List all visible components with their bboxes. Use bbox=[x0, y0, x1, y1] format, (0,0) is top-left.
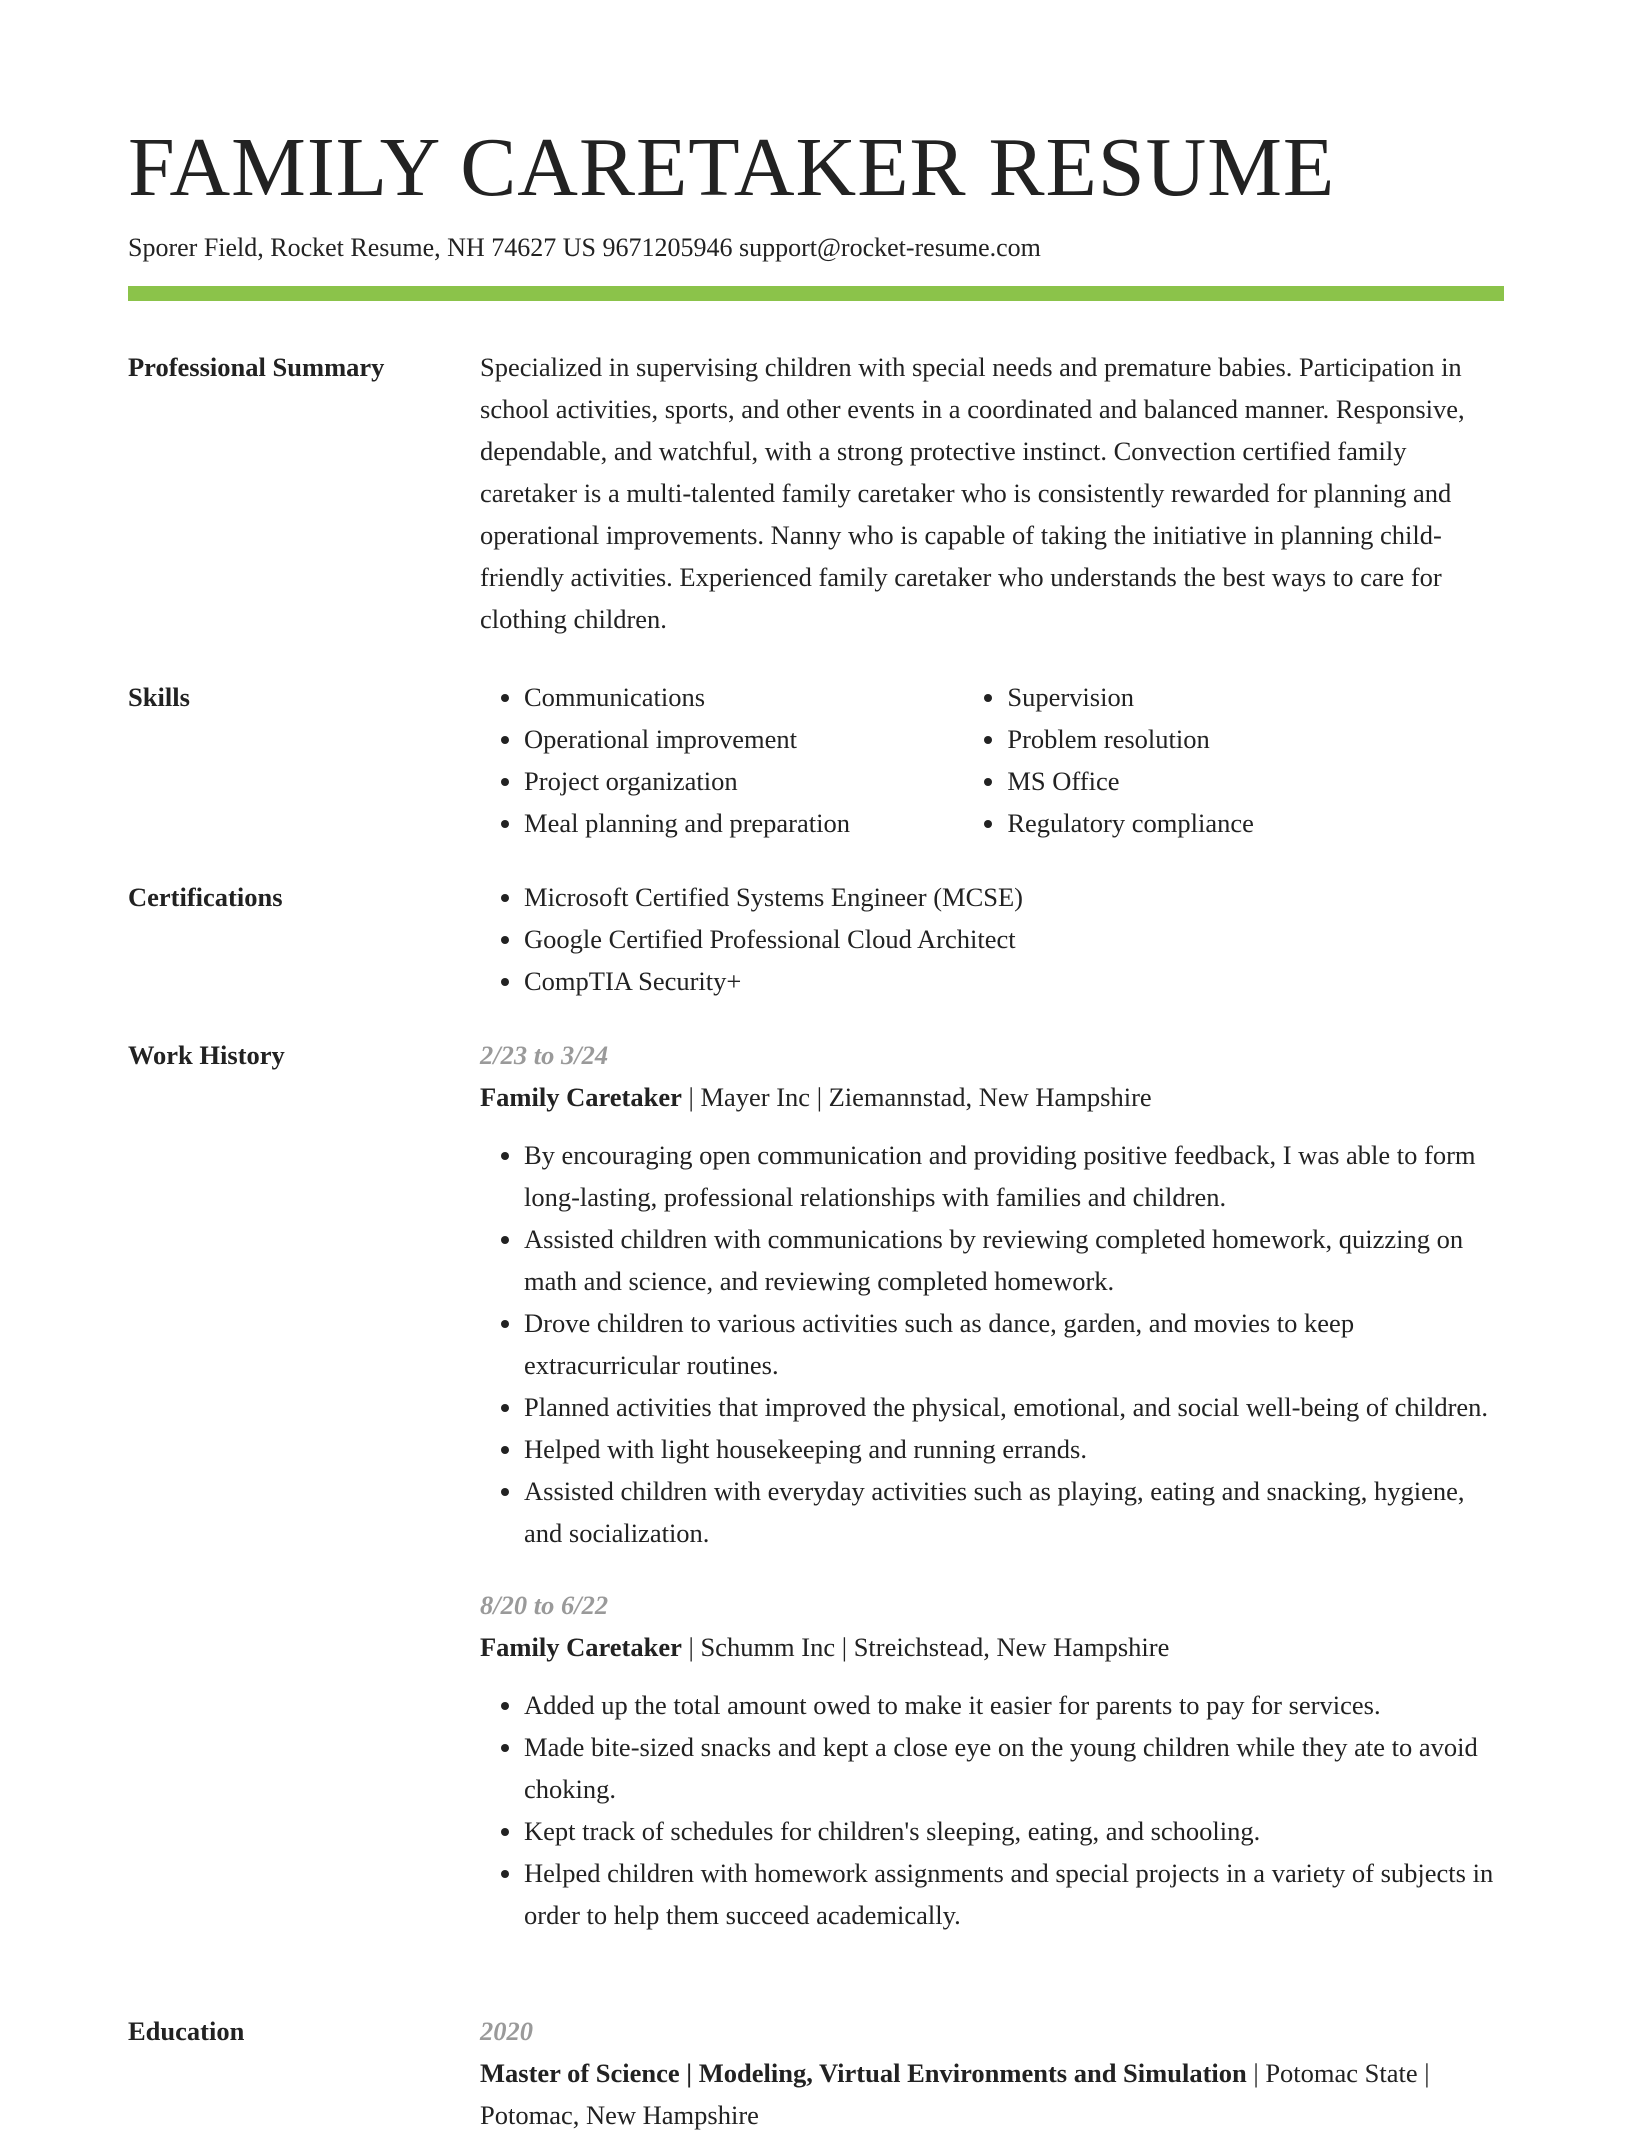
job-duty: • Assisted children with everyday activities such as playing, eating and snacking, hygiene, and socialization. bbox=[524, 1470, 1504, 1554]
accent-divider bbox=[128, 286, 1504, 301]
job-duty: • Made bite-sized snacks and kept a close eye on the young children while they ate to avoid choking. bbox=[524, 1726, 1504, 1810]
skill-item: • Supervision bbox=[1007, 676, 1504, 718]
job-entry bbox=[480, 1584, 1504, 1936]
certification-item: • CompTIA Security+ bbox=[524, 960, 1504, 1002]
job-employer: | Schumm Inc | Streichstead, New Hampshire bbox=[681, 1632, 1170, 1662]
certifications-label: Certifications bbox=[128, 882, 283, 912]
certifications-list bbox=[480, 876, 1504, 1002]
education-label: Education bbox=[128, 2016, 245, 2046]
job-title: Family Caretaker bbox=[480, 1632, 682, 1662]
job-duty: • Helped with light housekeeping and running errands. bbox=[524, 1428, 1504, 1470]
certification-item: • Google Certified Professional Cloud Architect bbox=[524, 918, 1504, 960]
job-employer: | Mayer Inc | Ziemannstad, New Hampshire bbox=[681, 1082, 1152, 1112]
job-duties-list bbox=[480, 1134, 1504, 1554]
skills-list-right bbox=[963, 676, 1504, 844]
resume-title: FAMILY CARETAKER RESUME bbox=[128, 121, 1336, 214]
job-title: Family Caretaker bbox=[480, 1082, 682, 1112]
job-duty: • Added up the total amount owed to make it easier for parents to pay for services. bbox=[524, 1684, 1504, 1726]
skills-list-left bbox=[480, 676, 963, 844]
job-heading bbox=[480, 1076, 1504, 1118]
certification-item: • Microsoft Certified Systems Engineer (MCSE) bbox=[524, 876, 1504, 918]
education-degree: Master of Science | Modeling, Virtual Environments and Simulation bbox=[480, 2058, 1247, 2088]
summary-text: Specialized in supervising children with special needs and premature babies. Participation in school activities, sports, and other events in a coordinated and balanced manner. Responsive, dependable, and watchful, with a strong protective instinct. Convection certified family caretaker is a multi-talented family caretaker who is consistently rewarded for planning and operational improvements. Nanny who is capable of taking the initiative in planning child-friendly activities. Experienced family caretaker who understands the best ways to care for clothing children. bbox=[480, 352, 1465, 634]
job-duty: • Assisted children with communications by reviewing completed homework, quizzing on math and science, and reviewing completed homework. bbox=[524, 1218, 1504, 1302]
job-duty: • Drove children to various activities such as dance, garden, and movies to keep extracurricular routines. bbox=[524, 1302, 1504, 1386]
skill-item: • Communications bbox=[524, 676, 963, 718]
education-school: | Potomac State | Potomac, New Hampshire bbox=[480, 2058, 1430, 2130]
job-dates: 2/23 to 3/24 bbox=[480, 1040, 609, 1070]
skill-item: • Operational improvement bbox=[524, 718, 963, 760]
job-duties-list bbox=[480, 1684, 1504, 1936]
contact-line: Sporer Field, Rocket Resume, NH 74627 US 9671205946 support@rocket-resume.com bbox=[128, 233, 1041, 262]
skill-item: • Meal planning and preparation bbox=[524, 802, 963, 844]
job-heading bbox=[480, 1626, 1504, 1668]
job-duty: • Helped children with homework assignments and special projects in a variety of subjects in order to help them succeed academically. bbox=[524, 1852, 1504, 1936]
skill-item: • Regulatory compliance bbox=[1007, 802, 1504, 844]
job-duty: • By encouraging open communication and providing positive feedback, I was able to form long-lasting, professional relationships with families and children. bbox=[524, 1134, 1504, 1218]
job-duty: • Kept track of schedules for children's sleeping, eating, and schooling. bbox=[524, 1810, 1504, 1852]
job-duty: • Planned activities that improved the physical, emotional, and social well-being of children. bbox=[524, 1386, 1504, 1428]
work-history-label: Work History bbox=[128, 1040, 285, 1070]
education-heading bbox=[480, 2052, 1504, 2136]
skill-item: • Problem resolution bbox=[1007, 718, 1504, 760]
job-entry bbox=[480, 1034, 1504, 1554]
job-dates: 8/20 to 6/22 bbox=[480, 1590, 609, 1620]
skill-item: • MS Office bbox=[1007, 760, 1504, 802]
skills-label: Skills bbox=[128, 682, 190, 712]
skill-item: • Project organization bbox=[524, 760, 963, 802]
summary-label: Professional Summary bbox=[128, 352, 385, 382]
education-year: 2020 bbox=[480, 2016, 533, 2046]
